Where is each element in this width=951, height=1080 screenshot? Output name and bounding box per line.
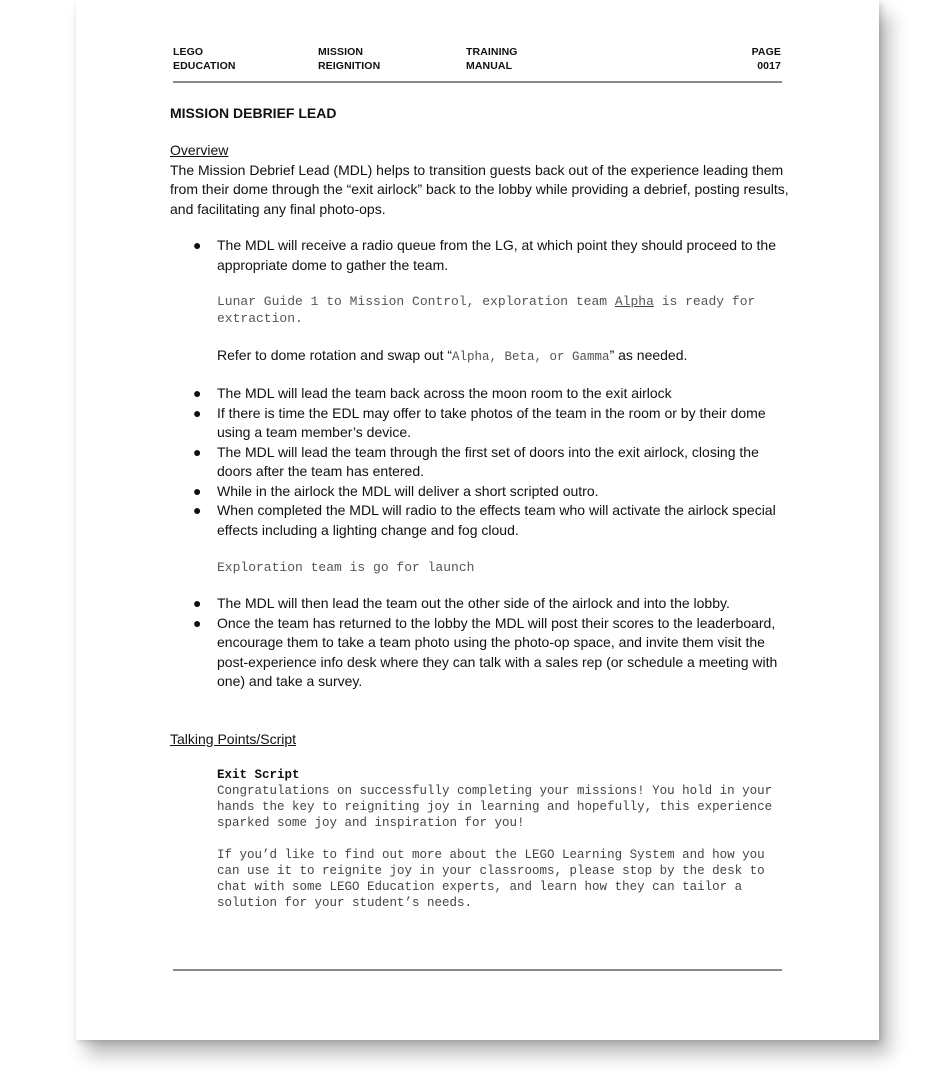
- script-title: Exit Script: [217, 768, 300, 782]
- list-item: ● While in the airlock the MDL will deliver a short scripted outro.: [217, 482, 790, 502]
- header-text: MANUAL: [466, 60, 513, 72]
- header-lego-education: [173, 45, 236, 73]
- header-text: TRAINING: [466, 46, 518, 58]
- list-item: ● If there is time the EDL may offer to take photos of the team in the room or by their dome using a team member’s device.: [193, 404, 766, 440]
- talking-points-heading: Talking Points/Script: [170, 730, 297, 747]
- script-paragraph: If you’d like to find out more about the LEGO Learning System and how you can use it to reignite joy in your classrooms, please stop by the desk to chat with some LEGO Education experts, and learn how they can tailor a solution for your student’s needs.: [217, 848, 765, 910]
- list-item: ● Once the team has returned to the lobby the MDL will post their scores to the leaderboard, encourage them to take a team photo using the photo-op space, and invite them visit the post-experience info desk where they can talk with a sales rep (or schedule a meeting with one) and take a survey.: [193, 614, 778, 689]
- header-text: LEGO: [173, 46, 204, 58]
- header-text: EDUCATION: [173, 60, 236, 72]
- exit-script: [170, 767, 790, 911]
- bullet-icon: ●: [193, 404, 202, 421]
- refer-note: Refer to dome rotation and swap out “Alpha, Beta, or Gamma” as needed.: [217, 347, 688, 364]
- list-item: ● The MDL will receive a radio queue from the LG, at which point they should proceed to the appropriate dome to gather the team.: [193, 237, 777, 273]
- radio-quote: Lunar Guide 1 to Mission Control, exploration team Alpha is ready for extraction.: [217, 294, 756, 326]
- header-text: 0017: [757, 60, 781, 72]
- list-item: ● The MDL will lead the team through the first set of doors into the exit airlock, closing the doors after the team has entered.: [193, 443, 759, 479]
- list-item: ● The MDL will lead the team back across the moon room to the exit airlock: [217, 384, 790, 404]
- header-divider: [173, 81, 782, 83]
- list-item: ● When completed the MDL will radio to the effects team who will activate the airlock special effects including a lighting change and fog cloud.: [193, 502, 776, 538]
- bullet-icon: ●: [193, 595, 202, 611]
- header-page-number: [726, 45, 781, 73]
- page-title: MISSION DEBRIEF LEAD: [170, 105, 337, 121]
- document-page: [76, 0, 879, 1040]
- bullet-icon: ●: [193, 614, 202, 631]
- bullet-icon: ●: [193, 502, 202, 518]
- bullet-list: [170, 236, 790, 275]
- bullet-list: [170, 384, 790, 540]
- bullet-icon: ●: [193, 443, 202, 460]
- team-names: Alpha, Beta, or Gamma: [452, 350, 610, 364]
- overview-text: The Mission Debrief Lead (MDL) helps to transition guests back out of the experience leading them from their dome through the “exit airlock” back to the lobby while providing a debrief, posting results, and facilitating any final photo-ops.: [170, 161, 789, 217]
- bullet-icon: ●: [193, 237, 202, 253]
- overview-heading: Overview: [170, 142, 229, 158]
- bullet-list: [170, 594, 790, 692]
- team-name: Alpha: [614, 294, 654, 309]
- effects-quote: Exploration team is go for launch: [217, 560, 475, 575]
- header-training-manual: [466, 45, 518, 73]
- header-text: REIGNITION: [318, 60, 381, 72]
- list-item: ● The MDL will then lead the team out the other side of the airlock and into the lobby.: [217, 594, 790, 614]
- bullet-icon: ●: [193, 385, 202, 401]
- bullet-icon: ●: [193, 482, 202, 499]
- footer-divider: [173, 969, 782, 971]
- header-text: PAGE: [751, 46, 781, 58]
- script-paragraph: Congratulations on successfully completing your missions! You hold in your hands the key to reigniting joy in learning and hopefully, this experience sparked some joy and inspiration for you!: [217, 784, 773, 830]
- header-mission-reignition: [318, 45, 380, 73]
- header-text: MISSION: [318, 46, 364, 58]
- document-body: [170, 103, 790, 911]
